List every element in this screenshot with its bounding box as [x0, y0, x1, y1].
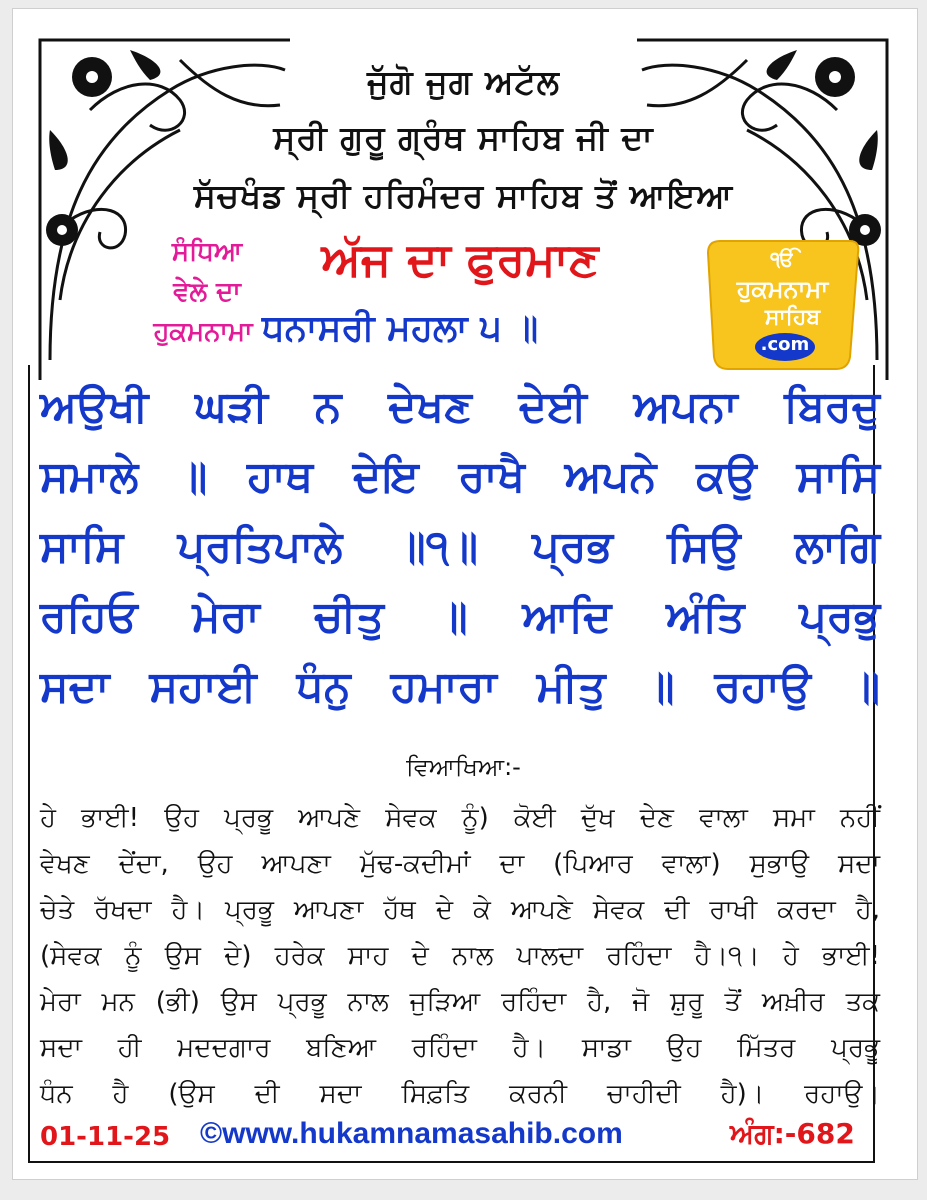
- header-line-3: ਸੱਚਖੰਡ ਸ੍ਰੀ ਹਰਿਮੰਦਰ ਸਾਹਿਬ ਤੋਂ ਆਇਆ: [193, 176, 734, 215]
- verse-line: ਸਦਾ ਸਹਾਈ ਧੰਨੁ ਹਮਾਰਾ ਮੀਤੁ ॥ ਰਹਾਉ ॥: [40, 662, 880, 712]
- header-line-2: ਸ੍ਰੀ ਗੁਰੂ ਗ੍ਰੰਥ ਸਾਹਿਬ ਜੀ ਦਾ: [273, 118, 654, 157]
- explanation-line: ਮੇਰਾ ਮਨ (ਭੀ) ਉਸ ਪ੍ਰਭੂ ਨਾਲ ਜੁੜਿਆ ਰਹਿੰਦਾ ਹੈ, ਜੋ ਸ਼ੁਰੂ ਤੋਂ ਅਖ਼ੀਰ ਤਕ: [40, 987, 880, 1017]
- footer-ang: ਅੰਗ:-682: [730, 1117, 855, 1150]
- explanation-line: ਹੇ ਭਾਈ! ਉਹ ਪ੍ਰਭੂ ਆਪਣੇ ਸੇਵਕ ਨੂੰ) ਕੋਈ ਦੁੱਖ ਦੇਣ ਵਾਲਾ ਸਮਾ ਨਹੀਂ: [40, 803, 880, 833]
- side-label-line-3: ਹੁਕਮਨਾਮਾ: [153, 317, 253, 347]
- page-title: ਅੱਜ ਦਾ ਫੁਰਮਾਣ: [321, 232, 599, 286]
- logo-line-2: ਸਾਹਿਬ: [764, 305, 821, 330]
- side-label-line-2: ਵੇਲੇ ਦਾ: [173, 277, 241, 307]
- explanation-line: ਧੰਨ ਹੈ (ਉਸ ਦੀ ਸਦਾ ਸਿਫ਼ਤਿ ਕਰਨੀ ਚਾਹੀਦੀ ਹੈ)। ਰਹਾਉ।: [40, 1079, 880, 1109]
- explanation-line: ਚੇਤੇ ਰੱਖਦਾ ਹੈ। ਪ੍ਰਭੂ ਆਪਣਾ ਹੱਥ ਦੇ ਕੇ ਆਪਣੇ ਸੇਵਕ ਦੀ ਰਾਖੀ ਕਰਦਾ ਹੈ,: [40, 895, 880, 925]
- footer-date: 01-11-25: [40, 1122, 171, 1152]
- explanation-label: ਵਿਆਖਿਆ:-: [406, 753, 521, 781]
- verse-line: ਰਹਿਓ ਮੇਰਾ ਚੀਤੁ ॥ ਆਦਿ ਅੰਤਿ ਪ੍ਰਭੁ: [40, 592, 880, 642]
- explanation-line: ਸਦਾ ਹੀ ਮਦਦਗਾਰ ਬਣਿਆ ਰਹਿੰਦਾ ਹੈ। ਸਾਡਾ ਉਹ ਮਿੱਤਰ ਪ੍ਰਭੂ: [40, 1033, 880, 1063]
- header-line-1: ਜੁੱਗੋ ਜੁਗ ਅਟੱਲ: [367, 62, 560, 101]
- logo-symbol: ੴ: [770, 247, 795, 271]
- raag-heading: ਧਨਾਸਰੀ ਮਹਲਾ ੫ ॥: [262, 308, 539, 349]
- site-logo: [700, 235, 865, 375]
- footer-website-link[interactable]: ©www.hukamnamasahib.com: [200, 1117, 623, 1150]
- explanation-line: (ਸੇਵਕ ਨੂੰ ਉਸ ਦੇ) ਹਰੇਕ ਸਾਹ ਦੇ ਨਾਲ ਪਾਲਦਾ ਰਹਿੰਦਾ ਹੈ।੧। ਹੇ ਭਾਈ!: [40, 941, 880, 971]
- logo-line-3: .com: [760, 334, 810, 355]
- logo-line-1: ਹੁਕਮਨਾਮਾ: [736, 275, 829, 303]
- verse-line: ਅਉਖੀ ਘੜੀ ਨ ਦੇਖਣ ਦੇਈ ਅਪਨਾ ਬਿਰਦੁ: [40, 382, 880, 432]
- verse-line: ਸਾਸਿ ਪ੍ਰਤਿਪਾਲੇ ॥੧॥ ਪ੍ਰਭ ਸਿਉ ਲਾਗਿ: [40, 522, 880, 572]
- side-label-line-1: ਸੰਧਿਆ: [171, 237, 243, 267]
- verse-line: ਸਮਾਲੇ ॥ ਹਾਥ ਦੇਇ ਰਾਖੈ ਅਪਨੇ ਕਉ ਸਾਸਿ: [40, 452, 880, 502]
- explanation-line: ਵੇਖਣ ਦੇਂਦਾ, ਉਹ ਆਪਣਾ ਮੁੱਢ-ਕਦੀਮਾਂ ਦਾ (ਪਿਆਰ ਵਾਲਾ) ਸੁਭਾਉ ਸਦਾ: [40, 849, 880, 879]
